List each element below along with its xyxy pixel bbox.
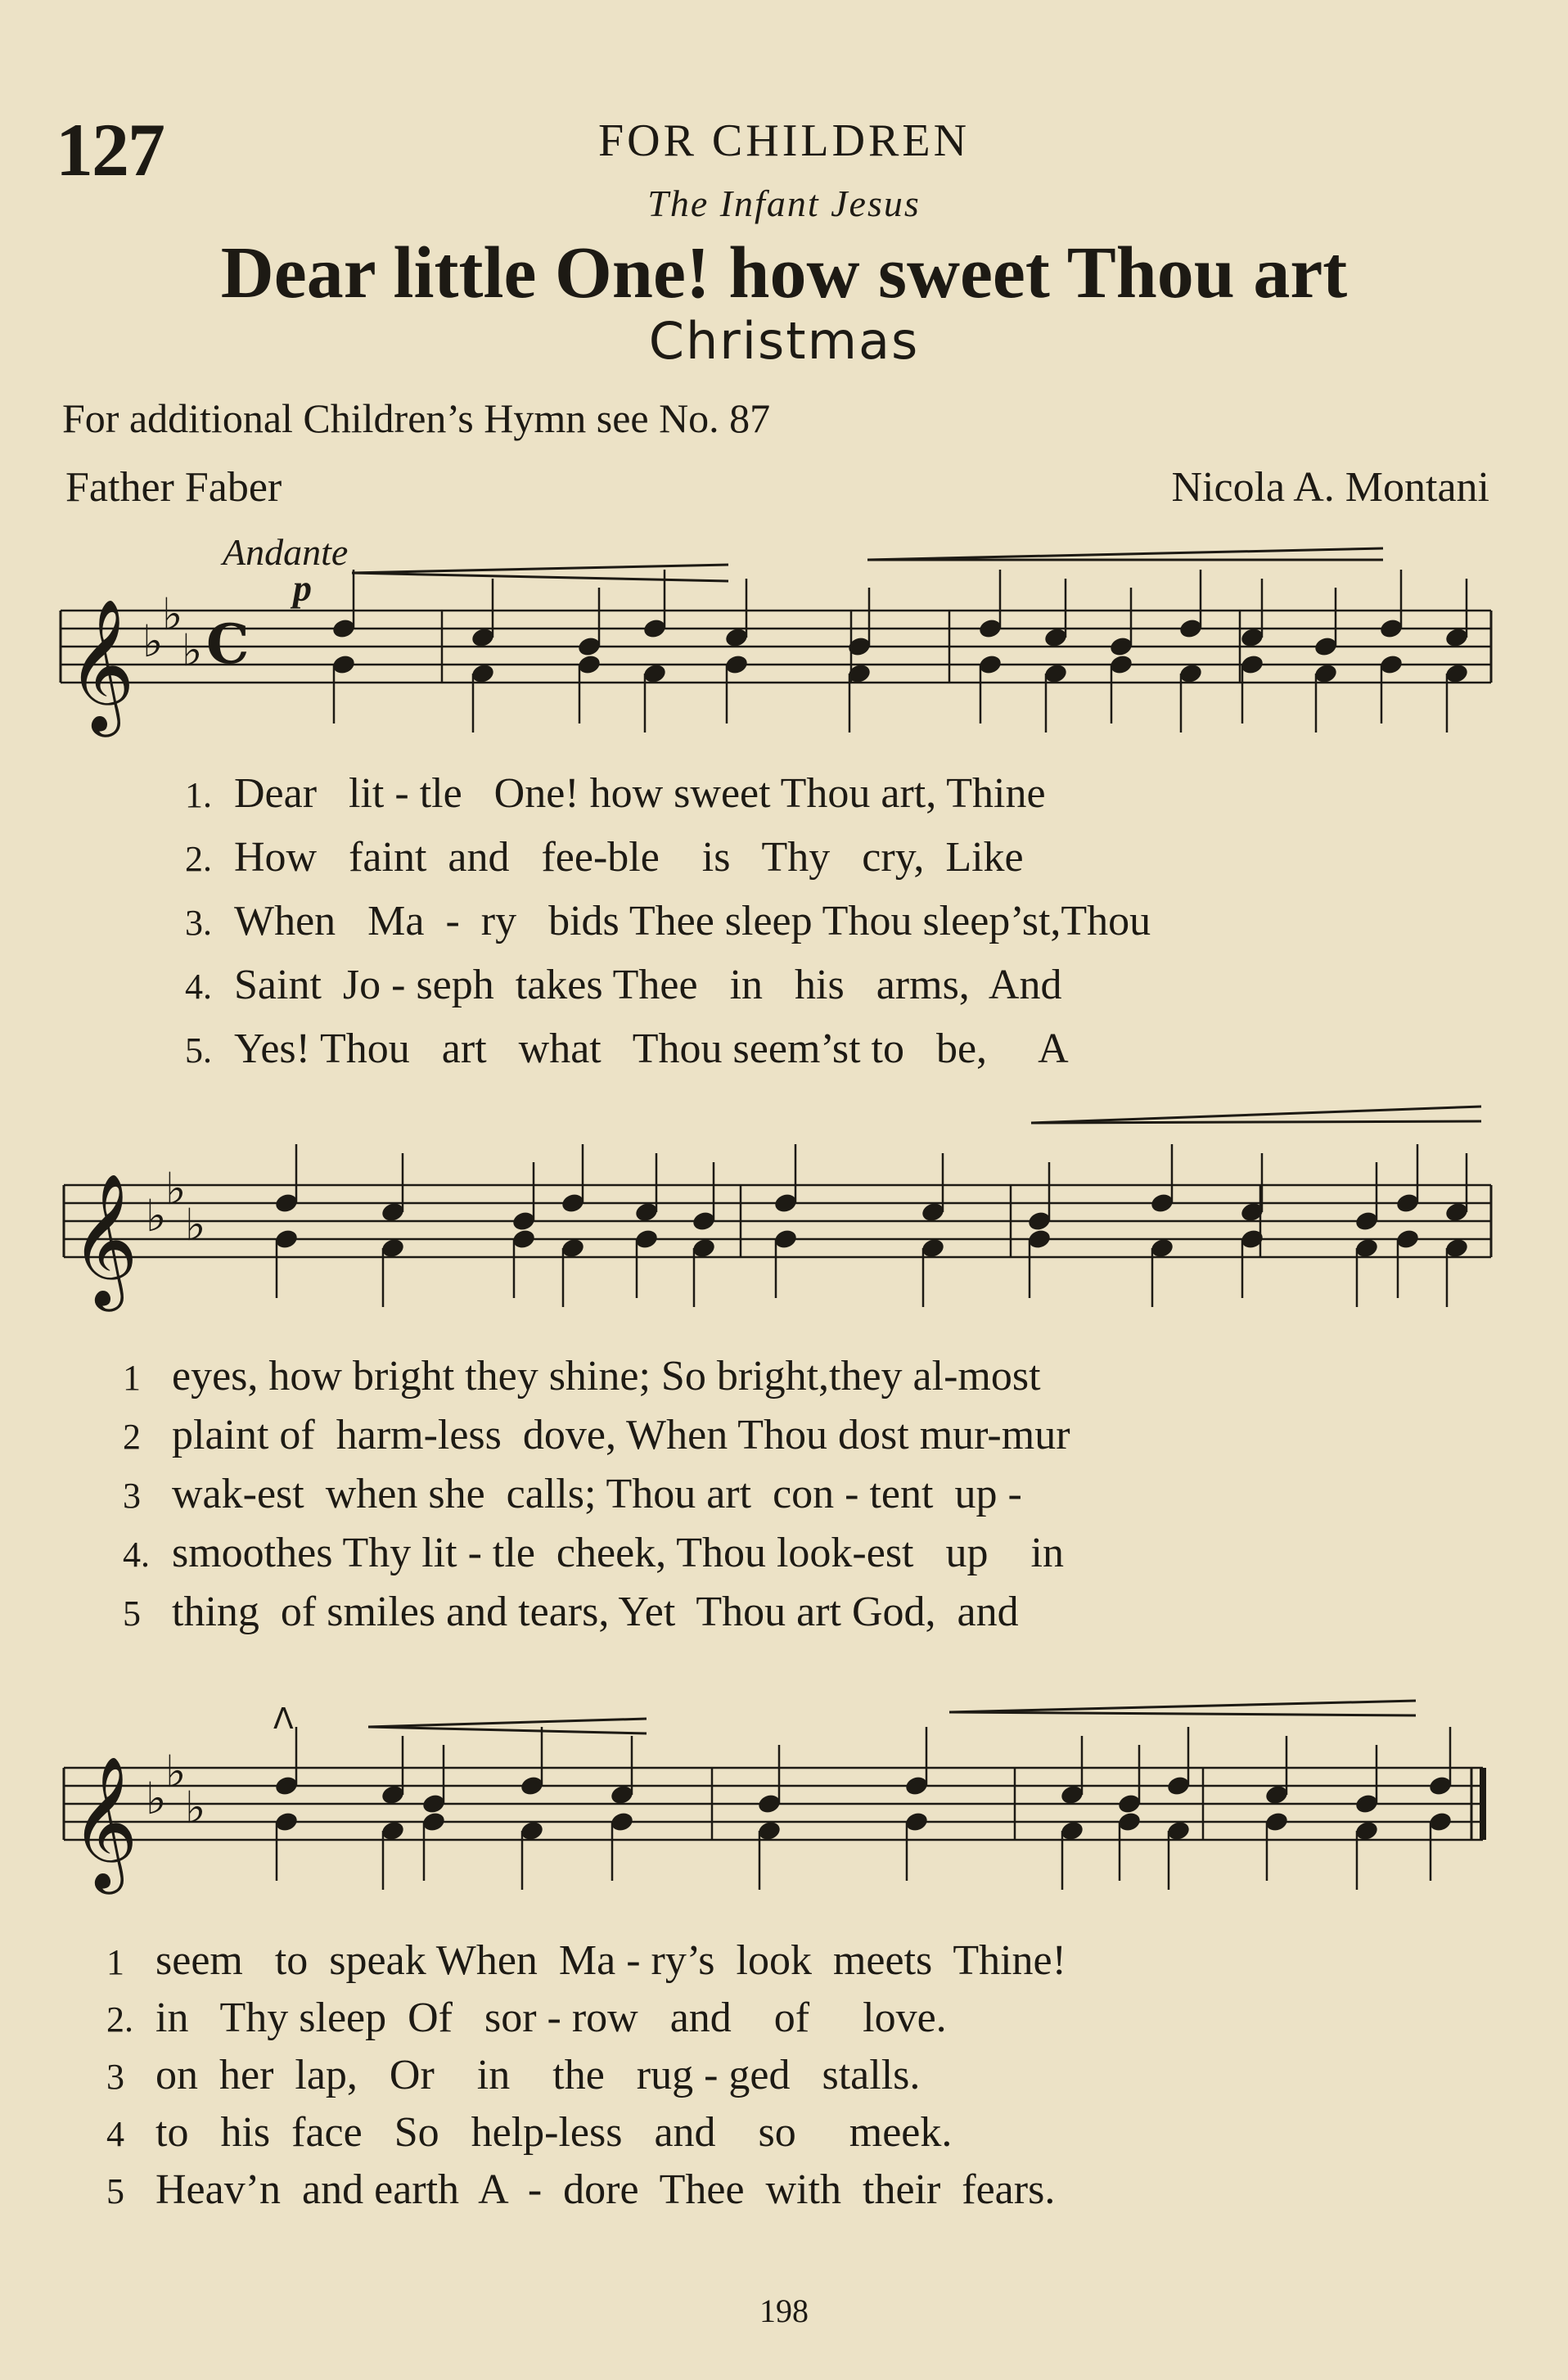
lyric-text: When Ma - ry bids Thee sleep Thou sleep’st,Thou: [234, 898, 1151, 944]
verse-line: [106, 2108, 952, 2157]
verse-line: [106, 1994, 947, 2042]
lyric-text: Saint Jo - seph takes Thee in his arms, And: [234, 962, 1062, 1008]
treble-clef-icon: 𝄞: [70, 1173, 138, 1306]
lyric-text: Heav’n and earth A - dore Thee with their fears.: [155, 2166, 1056, 2213]
common-time-icon: C: [206, 612, 250, 676]
tune-name: Christmas: [648, 311, 920, 371]
author-credit: Father Faber: [65, 464, 282, 511]
verse-line: [106, 2166, 1055, 2214]
lyric-text: thing of smiles and tears, Yet Thou art God, and: [172, 1589, 1019, 1635]
verse-number: 4.: [123, 1535, 150, 1575]
lyric-text: plaint of harm-less dove, When Thou dost mur-mur: [172, 1412, 1070, 1458]
verse-line: [123, 1470, 1022, 1518]
verse-number: 2.: [185, 839, 212, 879]
lyric-text: Dear lit - tle One! how sweet Thou art, Thine: [234, 770, 1046, 817]
flat-icon: ♭: [182, 624, 203, 676]
lyric-text: smoothes Thy lit - tle cheek, Thou look-est up in: [172, 1530, 1064, 1576]
verse-line: [185, 961, 1062, 1009]
hymn-title: Dear little One! how sweet Thou art: [220, 232, 1348, 313]
hairpin-line: [368, 1727, 647, 1733]
flat-icon: ♭: [142, 615, 164, 667]
verse-number: 3: [106, 2057, 124, 2097]
verse-number: 3: [123, 1476, 141, 1516]
section-heading: FOR CHILDREN: [597, 115, 971, 166]
cross-reference-note: For additional Children’s Hymn see No. 87: [62, 395, 771, 441]
flat-icon: ♭: [165, 1163, 187, 1215]
verse-number: 1: [106, 1942, 124, 1982]
flat-icon: ♭: [162, 588, 183, 640]
flat-icon: ♭: [185, 1782, 206, 1833]
dynamic-marking: p: [293, 567, 312, 609]
verse-number: 1: [123, 1358, 141, 1398]
hairpin-line: [949, 1712, 1416, 1715]
lyric-text: Yes! Thou art what Thou seem’st to be, A: [234, 1025, 1069, 1072]
accent-icon: Λ: [273, 1702, 294, 1736]
verse-line: [185, 769, 1046, 818]
flat-icon: ♭: [185, 1199, 206, 1251]
lyric-text: eyes, how bright they shine; So bright,they al-most: [172, 1353, 1041, 1400]
hairpin-line: [352, 573, 728, 581]
composer-credit: Nicola A. Montani: [1171, 464, 1489, 511]
flat-icon: ♭: [146, 1190, 167, 1242]
hymn-number: 127: [56, 108, 164, 192]
hairpin-line: [352, 565, 728, 573]
verse-number: 5.: [185, 1030, 212, 1071]
verse-line: [185, 897, 1151, 945]
lyric-text: to his face So help-less and so meek.: [155, 2109, 953, 2156]
tempo-marking: Andante: [223, 531, 349, 573]
verse-line: [123, 1529, 1064, 1577]
verse-line: [106, 2051, 920, 2099]
flat-icon: ♭: [165, 1746, 187, 1797]
lyric-text: seem to speak When Ma - ry’s look meets Thine!: [155, 1937, 1066, 1984]
flat-icon: ♭: [146, 1773, 167, 1824]
verse-number: 2.: [106, 1999, 133, 2040]
verse-number: 2: [123, 1417, 141, 1457]
verse-number: 1.: [185, 775, 212, 815]
lyric-text: How faint and fee-ble is Thy cry, Like: [234, 834, 1024, 881]
hairpin-line: [867, 548, 1383, 560]
treble-clef-icon: 𝄞: [70, 1756, 138, 1889]
hymn-subtitle: The Infant Jesus: [647, 183, 921, 224]
verse-number: 5: [106, 2171, 124, 2211]
verse-line: [123, 1411, 1070, 1459]
hairpin-line: [949, 1701, 1416, 1712]
hairpin-line: [1031, 1121, 1481, 1123]
verse-number: 3.: [185, 903, 212, 943]
verse-number: 5: [123, 1593, 141, 1634]
lyric-text: in Thy sleep Of sor - row and of love.: [155, 1995, 947, 2041]
lyric-text: on her lap, Or in the rug - ged stalls.: [155, 2052, 921, 2098]
verse-line: [185, 1025, 1069, 1073]
verse-number: 4: [106, 2114, 124, 2154]
verse-number: 4.: [185, 967, 212, 1007]
hairpin-line: [368, 1719, 647, 1727]
treble-clef-icon: 𝄞: [67, 598, 135, 732]
verse-line: [123, 1352, 1041, 1400]
lyric-text: wak-est when she calls; Thou art con - tent up -: [172, 1471, 1022, 1517]
verse-line: [106, 1936, 1066, 1985]
verse-line: [123, 1588, 1019, 1636]
page-number: 198: [759, 2292, 809, 2329]
verse-line: [185, 833, 1024, 881]
